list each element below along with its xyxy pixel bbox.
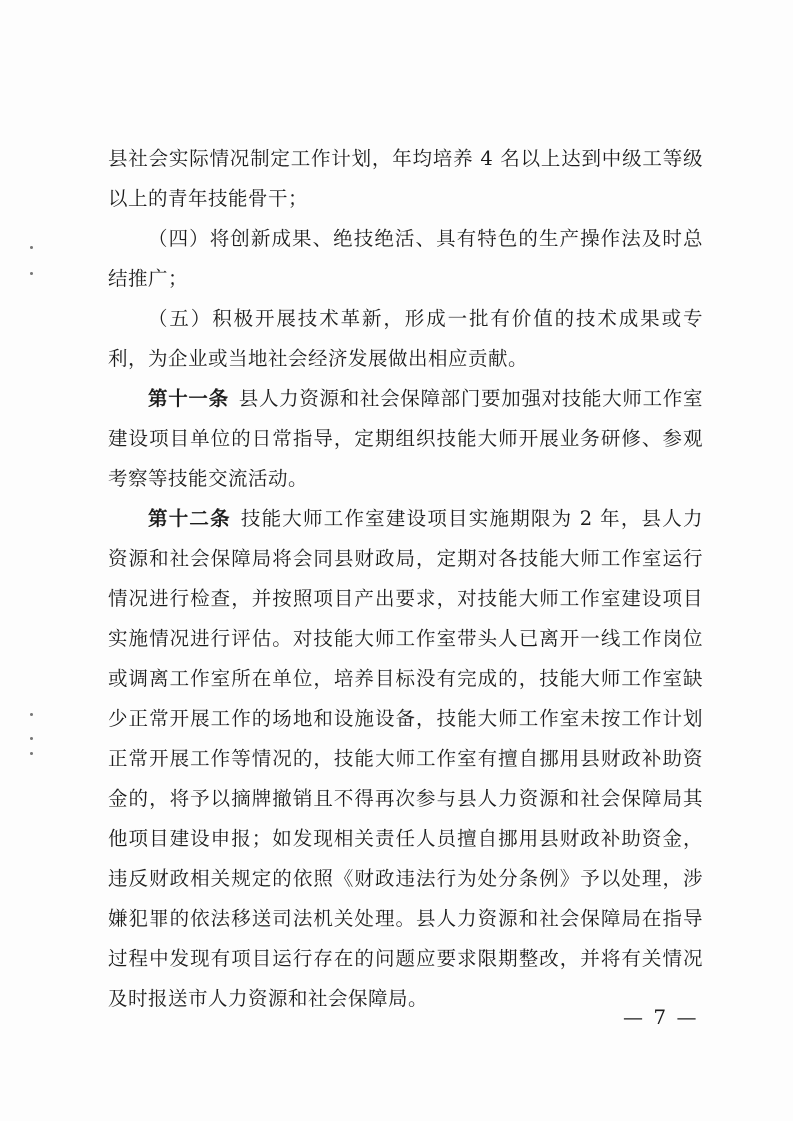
paragraph-text: 县人力资源和社会保障部门要加强对技能大师工作室建设项目单位的日常指导，定期组织技能大师开展业务研修、参观考察等技能交流活动。 [108,387,703,490]
scan-mark [30,246,33,249]
paragraph-text: 技能大师工作室建设项目实施期限为 2 年，县人力资源和社会保障局将会同县财政局，定期对各技能大师工作室运行情况进行检查，并按照项目产出要求，对技能大师工作室建设项目实施情况进行评估。对技能大师工作室带头人已离开一线工作岗位或调离工作室所在单位，培养目标没有完成的，技能大师工作室缺少正常开展工作的场地和设施设备，技能大师工作室未按工作计划正常开展工作等情况的，技能大师工作室有擅自挪用县财政补助资金的，将予以摘牌撤销且不得再次参与县人力资源和社会保障局其他项目建设申报；如发现相关责任人员擅自挪用县财政补助资金，违反财政相关规定的依照《财政违法行为处分条例》予以处理，涉嫌犯罪的依法移送司法机关处理。县人力资源和社会保障局在指导过程中发现有项目运行存在的问题应要求限期整改，并将有关情况及时报送市人力资源和社会保障局。 [108,507,703,1010]
article-paragraph [108,499,703,1019]
paragraph-text: 县社会实际情况制定工作计划，年均培养 4 名以上达到中级工等级以上的青年技能骨干； [108,147,703,210]
paragraph [108,299,703,379]
article-heading: 第十二条 [148,507,231,530]
paragraph [108,219,703,299]
paragraph-text: （四）将创新成果、绝技绝活、具有特色的生产操作法及时总结推广； [108,227,703,290]
scan-mark [30,752,33,755]
document-body [108,139,703,1019]
scan-mark [30,713,33,716]
paragraph [108,139,703,219]
paragraph-text: （五）积极开展技术革新，形成一批有价值的技术成果或专利，为企业或当地社会经济发展做出相应贡献。 [108,307,703,370]
page-number: — 7 — [623,1005,699,1029]
scan-mark [30,272,33,275]
article-paragraph [108,379,703,499]
article-heading: 第十一条 [148,387,229,410]
scan-mark [30,737,33,740]
